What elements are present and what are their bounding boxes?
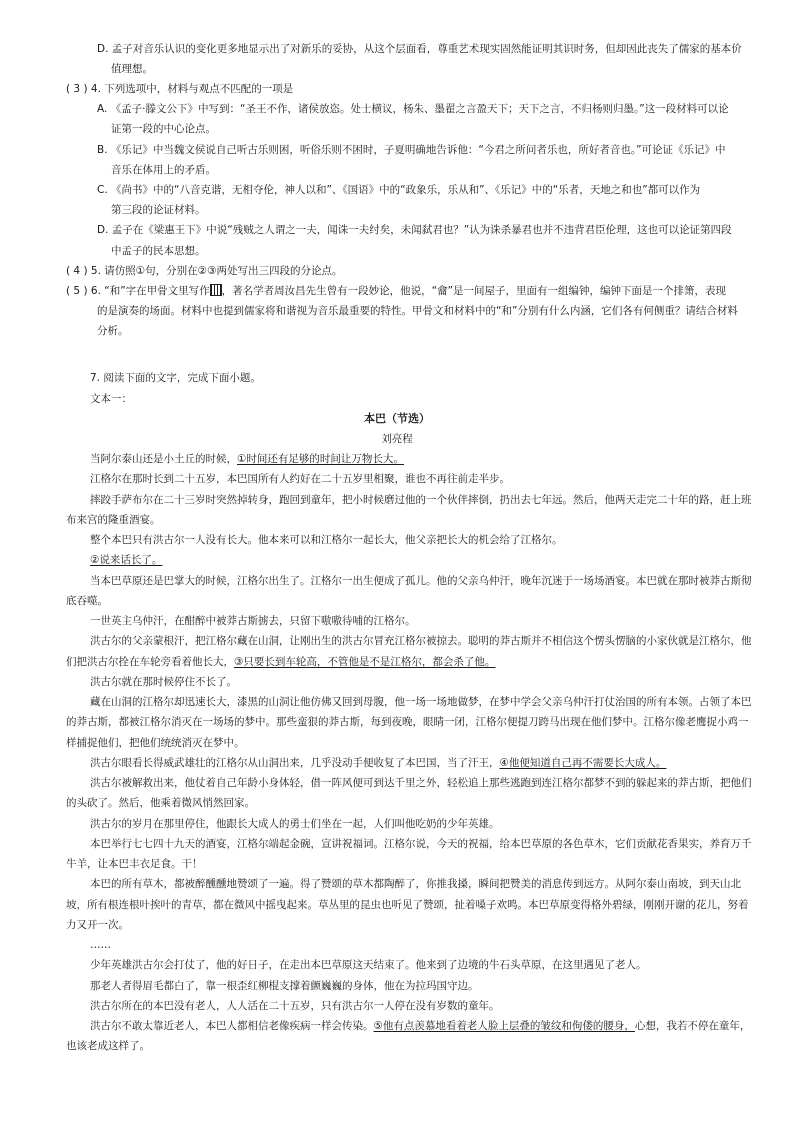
q3-option-d-line1: D. 孟子对音乐认识的变化更多地显示出了对新乐的妥协，从这个层面看，尊重艺术现实固然能证明其识时务，但却因此丧失了儒家的基本价	[97, 43, 742, 55]
passage-p18: 洪古尔所在的本巴没有老人，人人活在二十五岁，只有洪古尔一人停在没有岁数的童年。	[90, 1000, 500, 1012]
passage-p15-line1: 本巴的所有草木，都被醉醺醺地赞颂了一遍。得了赞颂的草木都陶醉了，你推我搡，瞬间把赞美的消息传到远方。从阿尔泰山南坡，到天山北	[90, 878, 741, 890]
passage-p19-line1	[90, 1019, 750, 1033]
q5-line	[66, 264, 343, 278]
p1-underlined: ①时间还有足够的时间让万物长大。	[237, 453, 404, 465]
p8-underlined: ③只要长到车轮高，不管他是不是江格尔，都会杀了他。	[234, 656, 496, 668]
passage-p5: ②说来话长了。	[90, 554, 163, 566]
text-one-label: 文本一：	[90, 393, 132, 405]
q4-option-a-line1: A. 《孟子·滕文公下》中写到：“圣王不作，诸侯放恣。处士横议，杨朱、墨翟之言盈天下；天下之言，不归杨则归墨。”这一段材料可以论	[97, 103, 729, 115]
passage-p14-line2: 牛羊，让本巴丰衣足食。干！	[66, 858, 203, 870]
q4-option-c-line1: C. 《尚书》中的“八音克谐，无相夺伦，神人以和”、《国语》中的“政象乐，乐从和”、《乐记》中的“乐者，天地之和也”都可以作为	[97, 184, 701, 196]
passage-ellipsis: ……	[90, 939, 111, 951]
q6-line3: 分析。	[97, 325, 129, 337]
passage-p2: 江格尔在那时长到二十五岁，本巴国所有人约好在二十五岁里相聚，谁也不再往前走半步。	[90, 473, 510, 485]
q4-line	[66, 82, 293, 96]
p19-text-a: 洪古尔不敢太靠近老人，本巴人都相信老像疾病一样会传染。	[90, 1020, 374, 1032]
passage-p14-line1: 本巴举行七七四十九天的酒宴，江格尔端起金碗，宣讲祝福词。江格尔说，今天的祝福，给本巴草原的各色草木，它们贡献花香果实，养育万千	[90, 838, 752, 850]
q6-line1	[66, 284, 726, 298]
passage-p7: 一世英主乌仲汗，在酣醉中被莽古斯掳去，只留下嗷嗷待哺的江格尔。	[90, 615, 416, 627]
passage-p15-line2: 坡，所有根连根叶挨叶的青草，都在微风中摇曳起来。草丛里的昆虫也听见了赞颂，扯着嗓子欢鸣。本巴草原变得格外碧绿，刚刚开谢的花儿，努着	[66, 899, 749, 911]
q4-option-a-line2: 证第一段的中心论点。	[111, 123, 216, 135]
q3-option-d-line2: 值理想。	[111, 63, 153, 75]
question-tag: ( 3 )	[66, 83, 88, 95]
passage-p13: 洪古尔的岁月在那里停住，他跟长大成人的勇士们坐在一起，人们叫他吃奶的少年英雄。	[90, 818, 500, 830]
q6-line2: 的是演奏的场面。材料中也提到儒家将和谐视为音乐最重要的特性。甲骨文和材料中的“和”分别有什么内涵，它们各有何侧重？请结合材料	[97, 305, 738, 317]
p8-text: 们把洪古尔拴在车轮旁看着他长大，	[66, 656, 234, 668]
passage-p10-line3: 样捕捉他们，把他们统统消灭在梦中。	[66, 737, 245, 749]
question-tag: ( 5 )	[66, 285, 88, 297]
q4-option-c-line2: 第三段的论证材料。	[111, 204, 206, 216]
question-text: 5. 请仿照①句，分别在②③两处写出三四段的分论点。	[90, 265, 343, 277]
q4-option-d-line2: 中孟子的民本思想。	[111, 245, 206, 257]
q7-intro: 7. 阅读下面的文字，完成下面小题。	[90, 372, 261, 384]
passage-p6-line1: 当本巴草原还是巴掌大的时候，江格尔出生了。江格尔一出生便成了孤儿。他的父亲乌仲汗，晚年沉迷于一场场酒宴。本巴就在那时被莽古斯彻	[90, 575, 752, 587]
p19-text-b: 心想，我若不停在童年，	[634, 1020, 751, 1032]
oracle-bone-he-icon	[210, 284, 222, 296]
passage-p4: 整个本巴只有洪古尔一人没有长大。他本来可以和江格尔一起长大，他父亲把长大的机会给了江格尔。	[90, 534, 563, 546]
passage-p1	[90, 452, 404, 466]
q6-text-b: ，著名学者周汝昌先生曾有一段妙论，他说，“龠”是一间屋子，里面有一组编钟，编钟下面是一个排箫，表现	[221, 285, 727, 297]
passage-p19-line2: 也该老成这样了。	[66, 1040, 150, 1052]
passage-p9: 洪古尔就在那时候停住不长了。	[90, 676, 237, 688]
passage-p15-line3: 力又开一次。	[66, 919, 129, 931]
q6-text-a: 6. “和”字在甲骨文里写作	[90, 285, 210, 297]
passage-p3-line2: 布来宫的隆重酒宴。	[66, 514, 161, 526]
passage-p3-line1: 摔跤手萨布尔在二十三岁时突然掉转身，跑回到童年，把小时候磨过他的一个伙伴摔倒，扔出去七年远。然后，他两天走完二十年的路，赶上班	[90, 494, 752, 506]
passage-p17: 那老人者得眉毛都白了，靠一根歪红柳棍支撑着颤巍巍的身体，他在为拉玛国守边。	[90, 980, 479, 992]
p19-underlined: ⑤他有点羡慕地看着老人脸上层叠的皱纹和佝偻的腰身，	[373, 1020, 635, 1032]
q4-option-b-line2: 音乐在体用上的矛盾。	[111, 164, 216, 176]
passage-p8-line2	[66, 655, 495, 669]
p11-underlined: ④他便知道自己再不需要长大成人。	[499, 757, 667, 769]
passage-p12-line2: 的头砍了。然后，他乘着微风悄然回家。	[66, 797, 255, 809]
passage-p8-line1: 洪古尔的父亲蒙根汗，把江格尔藏在山洞，让刚出生的洪古尔冒充江格尔被掠去。聪明的莽古斯并不相信这个愣头愣脑的小家伙就是江格尔，他	[90, 635, 752, 647]
q4-option-d-line1: D. 孟子在《梁惠王下》中说“残贼之人谓之一夫，闻诛一夫纣矣，未闻弑君也？”认为诛杀暴君也并不违背君臣伦理，这也可以论证第四段	[97, 224, 732, 236]
q4-option-b-line1: B. 《乐记》中当魏文侯说自己听古乐则困，听俗乐则不困时，子夏明确地告诉他：“今君之所问者乐也，所好者音也。”可论证《乐记》中	[97, 144, 726, 156]
passage-p12-line1: 洪古尔被解救出来，他仗着自己年龄小身体轻，借一阵风便可到达千里之外，轻松追上那些逃跑到连江格尔都梦不到的躲起来的莽古斯，把他们	[90, 777, 752, 789]
passage-author: 刘亮程	[381, 433, 413, 445]
passage-p10-line2: 的莽古斯，都被江格尔消灭在一场场的梦中。那些蛮狠的莽古斯，每到夜晚，眼睛一闭，江格尔便提刀跨马出现在他们梦中。江格尔像老鹰捉小鸡一	[66, 716, 749, 728]
question-stem: 4. 下列选项中，材料与观点不匹配的一项是	[90, 83, 294, 95]
p11-text: 洪古尔眼看长得威武雄壮的江格尔从山洞出来，几乎没动手便收复了本巴国，当了汗王，	[90, 757, 500, 769]
passage-p16: 少年英雄洪古尔会打仗了，他的好日子，在走出本巴草原这天结束了。他来到了边境的牛石头草原，在这里遇见了老人。	[90, 959, 647, 971]
passage-p10-line1: 藏在山洞的江格尔却迅速长大，漆黑的山洞让他仿佛又回到母腹，他一场一场地做梦，在梦中学会父亲乌仲汗打仗治国的所有本领。占领了本巴	[90, 696, 752, 708]
p1-text: 当阿尔泰山还是小土丘的时候，	[90, 453, 237, 465]
passage-p11	[90, 756, 666, 770]
passage-title: 本巴（节选）	[364, 412, 430, 425]
passage-p6-line2: 底吞噬。	[66, 595, 108, 607]
question-tag: ( 4 )	[66, 265, 88, 277]
